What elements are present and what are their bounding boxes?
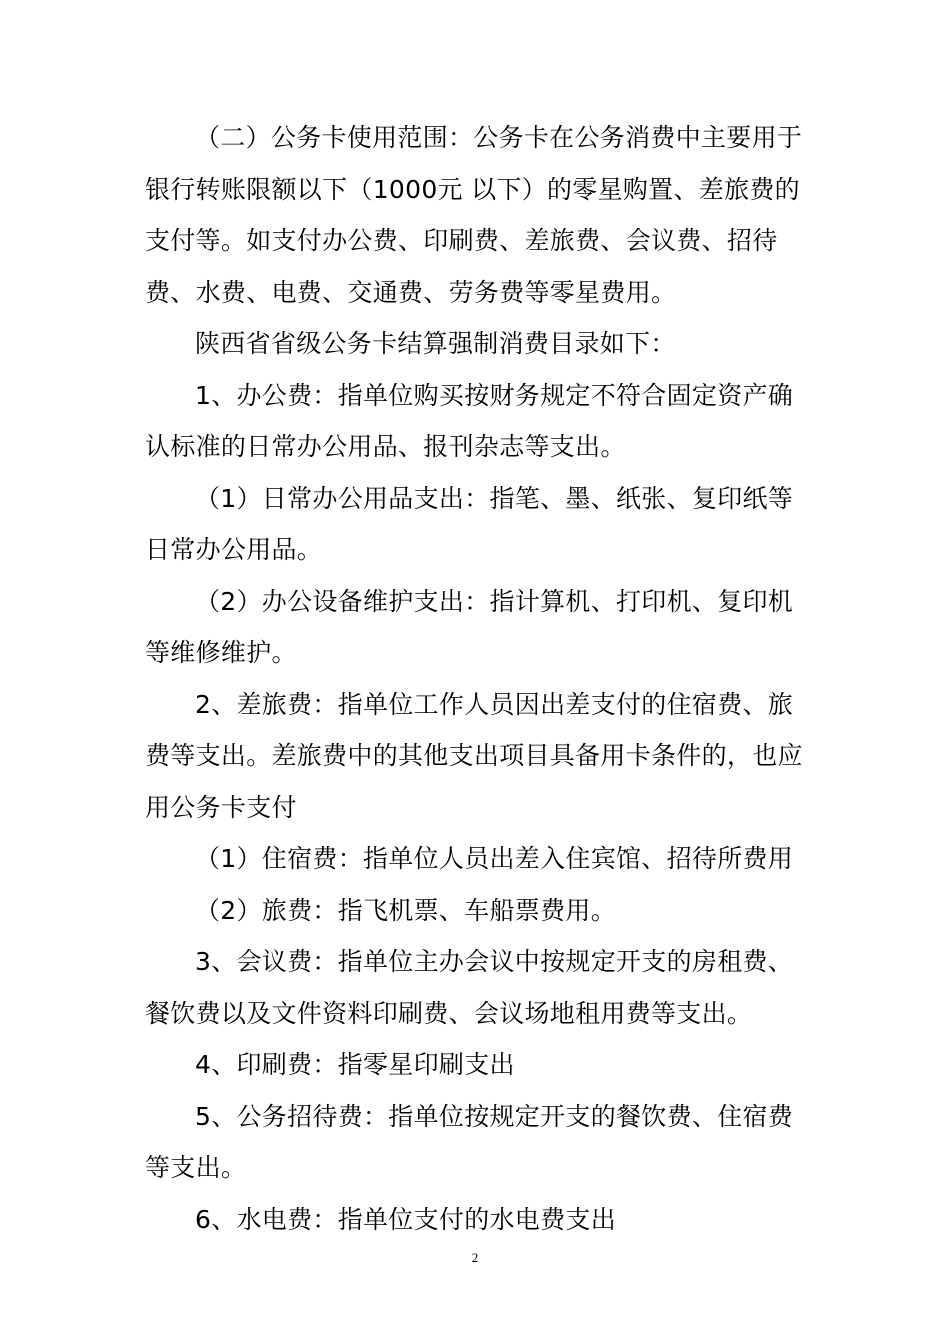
paragraph-travel-expenses: 2、差旅费：指单位工作人员因出差支付的住宿费、旅费等支出。差旅费中的其他支出项目具备用卡条件的，也应用公务卡支付 (145, 689, 803, 822)
paragraph-office-supplies: （1）日常办公用品支出：指笔、墨、纸张、复印纸等日常办公用品。 (145, 483, 794, 564)
paragraph-transport-fares: （2）旅费：指飞机票、车船票费用。 (195, 895, 617, 925)
paragraph-utility-expenses: 6、水电费：指单位支付的水电费支出 (195, 1204, 617, 1234)
paragraph-hospitality-expenses: 5、公务招待费：指单位按规定开支的餐饮费、住宿费等支出。 (145, 1101, 794, 1182)
paragraph-catalog-intro: 陕西省省级公务卡结算强制消费目录如下： (195, 329, 676, 358)
document-body (145, 112, 815, 1245)
paragraph-accommodation: （1）住宿费：指单位人员出差入住宾馆、招待所费用 (195, 844, 794, 873)
paragraph-printing-expenses: 4、印刷费：指零星印刷支出 (195, 1050, 515, 1079)
paragraph-meeting-expenses: 3、会议费：指单位主办会议中按规定开支的房租费、餐饮费以及文件资料印刷费、会议场地租用费等支出。 (145, 947, 794, 1028)
paragraph-equipment-maintenance: （2）办公设备维护支出：指计算机、打印机、复印机等维修维护。 (145, 586, 794, 667)
paragraph-card-scope: （二）公务卡使用范围：公务卡在公务消费中主要用于银行转账限额以下（1000元 以下）的零星购置、差旅费的支付等。如支付办公费、印刷费、差旅费、会议费、招待费、水费、电费、交通费、劳务费等零星费用。 (145, 123, 803, 307)
paragraph-office-expenses: 1、办公费：指单位购买按财务规定不符合固定资产确认标准的日常办公用品、报刊杂志等支出。 (145, 380, 794, 461)
page-number: 2 (471, 1250, 479, 1265)
